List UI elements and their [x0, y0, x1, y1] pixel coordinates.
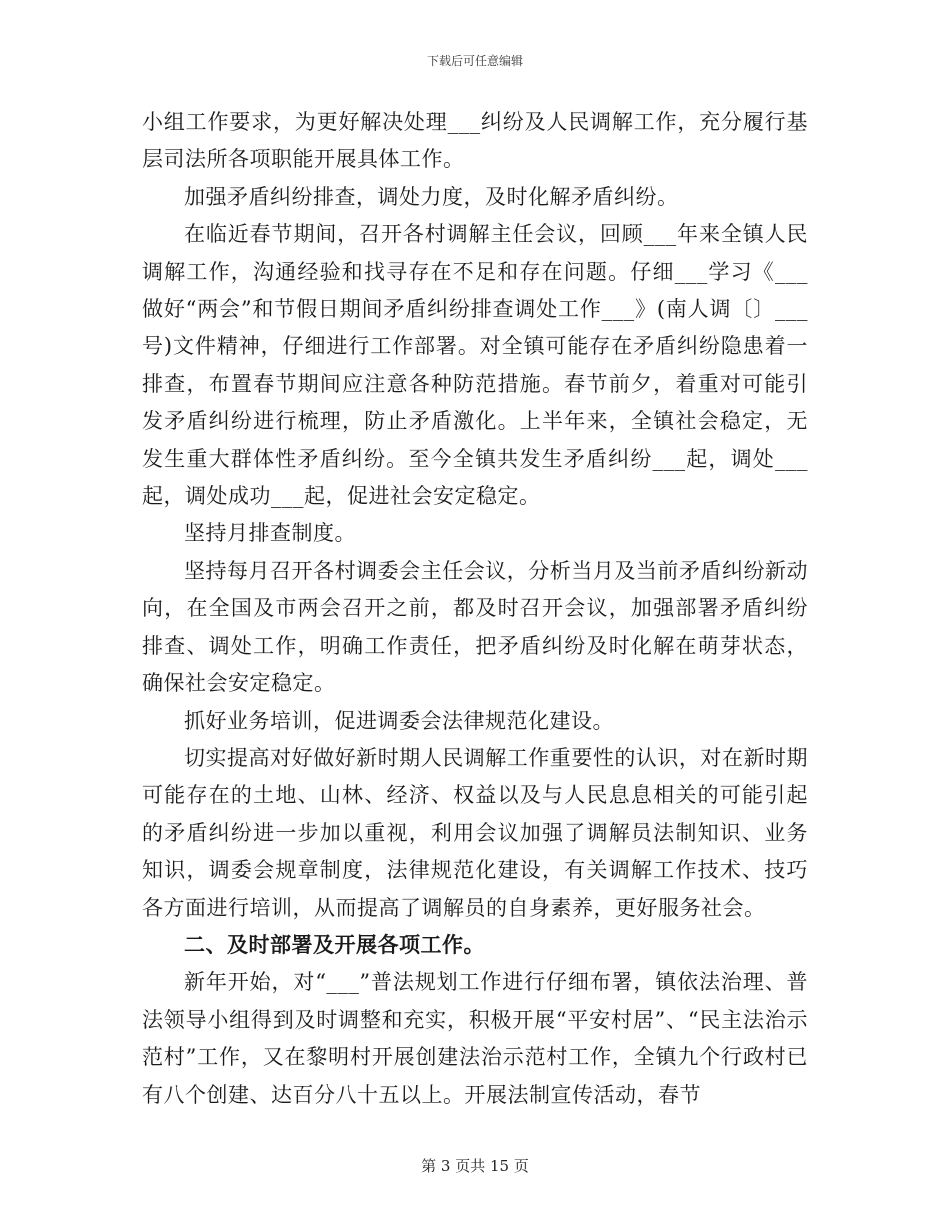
- document-body: [142, 104, 808, 1114]
- section-heading: 二、及时部署及开展各项工作。: [184, 932, 485, 957]
- paragraph: 切实提高对好做好新时期人民调解工作重要性的认识，对在新时期可能存在的土地、山林、经济、权益以及与人民息息相关的可能引起的矛盾纠纷进一步加以重视，利用会议加强了调解员法制知识、业务知识，调委会规章制度，法律规范化建设，有关调解工作技术、技巧各方面进行培训，从而提高了调解员的自身素养，更好服务社会。: [142, 745, 808, 920]
- paragraph-continuation: 小组工作要求，为更好解决处理___纠纷及人民调解工作，充分履行基层司法所各项职能开展具体工作。: [142, 110, 808, 172]
- paragraph: 在临近春节期间，召开各村调解主任会议，回顾___年来全镇人民调解工作，沟通经验和找寻存在不足和存在问题。仔细___学习《___做好“两会”和节假日期间矛盾纠纷排查调处工作___》(南人调〔〕___号)文件精神，仔细进行工作部署。对全镇可能存在矛盾纠纷隐患着一排查，布置春节期间应注意各种防范措施。春节前夕，着重对可能引发矛盾纠纷进行梳理，防止矛盾激化。上半年来，全镇社会稳定，无发生重大群体性矛盾纠纷。至今全镇共发生矛盾纠纷___起，调处___起，调处成功___起，促进社会安定稳定。: [142, 222, 808, 509]
- paragraph-subheading: 抓好业务培训，促进调委会法律规范化建设。: [184, 708, 614, 733]
- page-header-note: 下载后可任意编辑: [426, 54, 523, 68]
- paragraph: 新年开始，对“___”普法规划工作进行仔细布署，镇依法治理、普法领导小组得到及时调整和充实，积极开展“平安村居”、“民主法治示范村”工作，又在黎明村开展创建法治示范村工作，全镇九个行政村已有八个创建、达百分八十五以上。开展法制宣传活动，春节: [142, 970, 808, 1107]
- paragraph-subheading: 加强矛盾纠纷排查，调处力度，及时化解矛盾纠纷。: [184, 184, 679, 209]
- page-number: 第 3 页共 15 页: [421, 1157, 529, 1175]
- paragraph: 坚持每月召开各村调委会主任会议，分析当月及当前矛盾纠纷新动向，在全国及市两会召开之前，都及时召开会议，加强部署矛盾纠纷排查、调处工作，明确工作责任，把矛盾纠纷及时化解在萌芽状态，确保社会安定稳定。: [142, 558, 808, 696]
- paragraph-subheading: 坚持月排查制度。: [184, 521, 356, 546]
